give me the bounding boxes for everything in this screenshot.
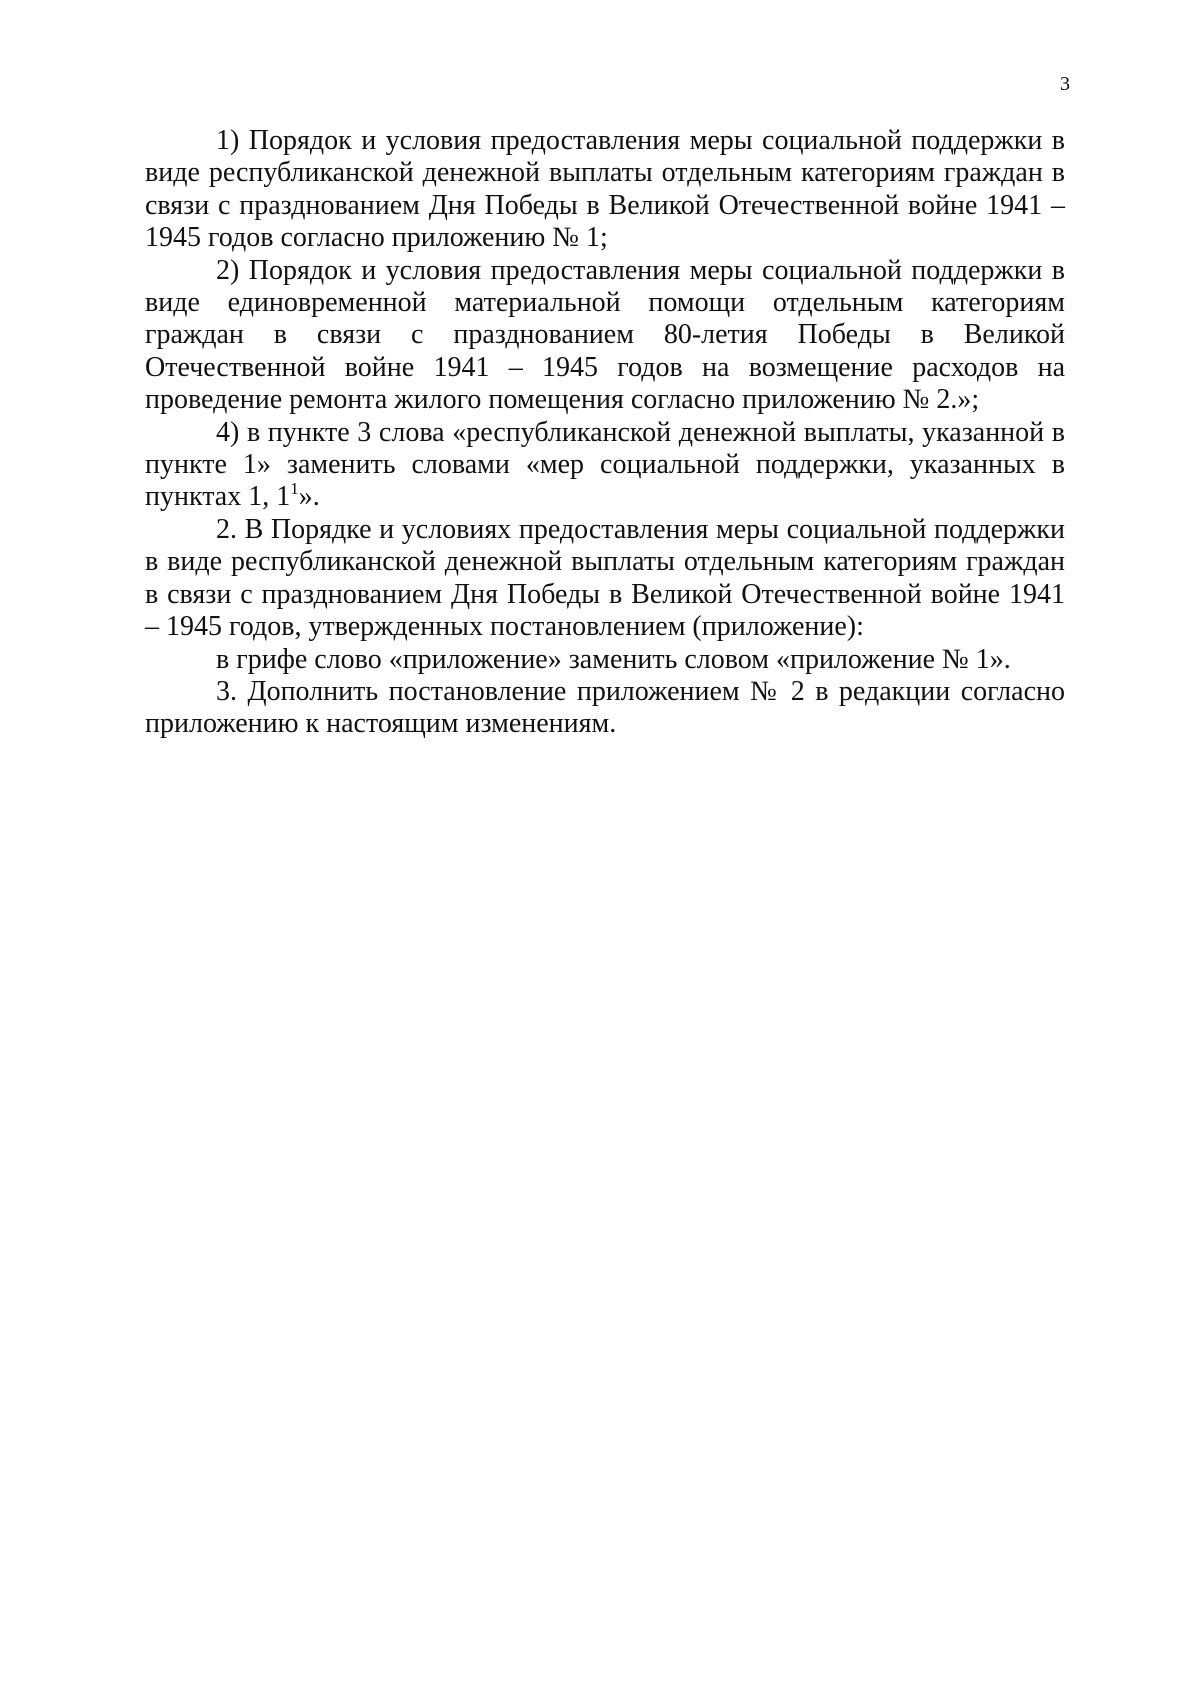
paragraph-section-2: 2. В Порядке и условиях предоставления меры социальной поддержки в виде республиканской денежной выплаты отдельным категориям граждан в связи с празднованием Дня Победы в Великой Отечественной войне 1941 – 1945 годов, утвержденных постановлением (приложение):	[145, 513, 1065, 643]
superscript-index: 1	[290, 479, 299, 499]
paragraph-grif-change: в грифе слово «приложение» заменить словом «приложение № 1».	[216, 643, 1011, 675]
paragraph-section-3: 3. Дополнить постановление приложением № 2 в редакции согласно приложению к настоящим изменениям.	[145, 675, 1065, 740]
paragraph-item-4	[145, 417, 1065, 514]
page-number: 3	[1060, 73, 1070, 95]
paragraph-item-2: 2) Порядок и условия предоставления меры социальной поддержки в виде единовременной материальной помощи отдельным категориям граждан в связи с празднованием 80-летия Победы в Великой Отечественной войне 1941 – 1945 годов на возмещение расходов на проведение ремонта жилого помещения согласно приложению № 2.»;	[145, 254, 1065, 416]
document-body	[145, 125, 1065, 741]
paragraph-item-4-text: 4) в пункте 3 слова «республиканской денежной выплаты, указанной в пункте 1» заменить словами «мер социальной поддержки, указанных в пунктах 1, 1	[145, 416, 1065, 513]
paragraph-item-4-closing: ».	[298, 481, 320, 513]
paragraph-item-1: 1) Порядок и условия предоставления меры социальной поддержки в виде республиканской денежной выплаты отдельным категориям граждан в связи с празднованием Дня Победы в Великой Отечественной войне 1941 – 1945 годов согласно приложению № 1;	[145, 125, 1065, 254]
